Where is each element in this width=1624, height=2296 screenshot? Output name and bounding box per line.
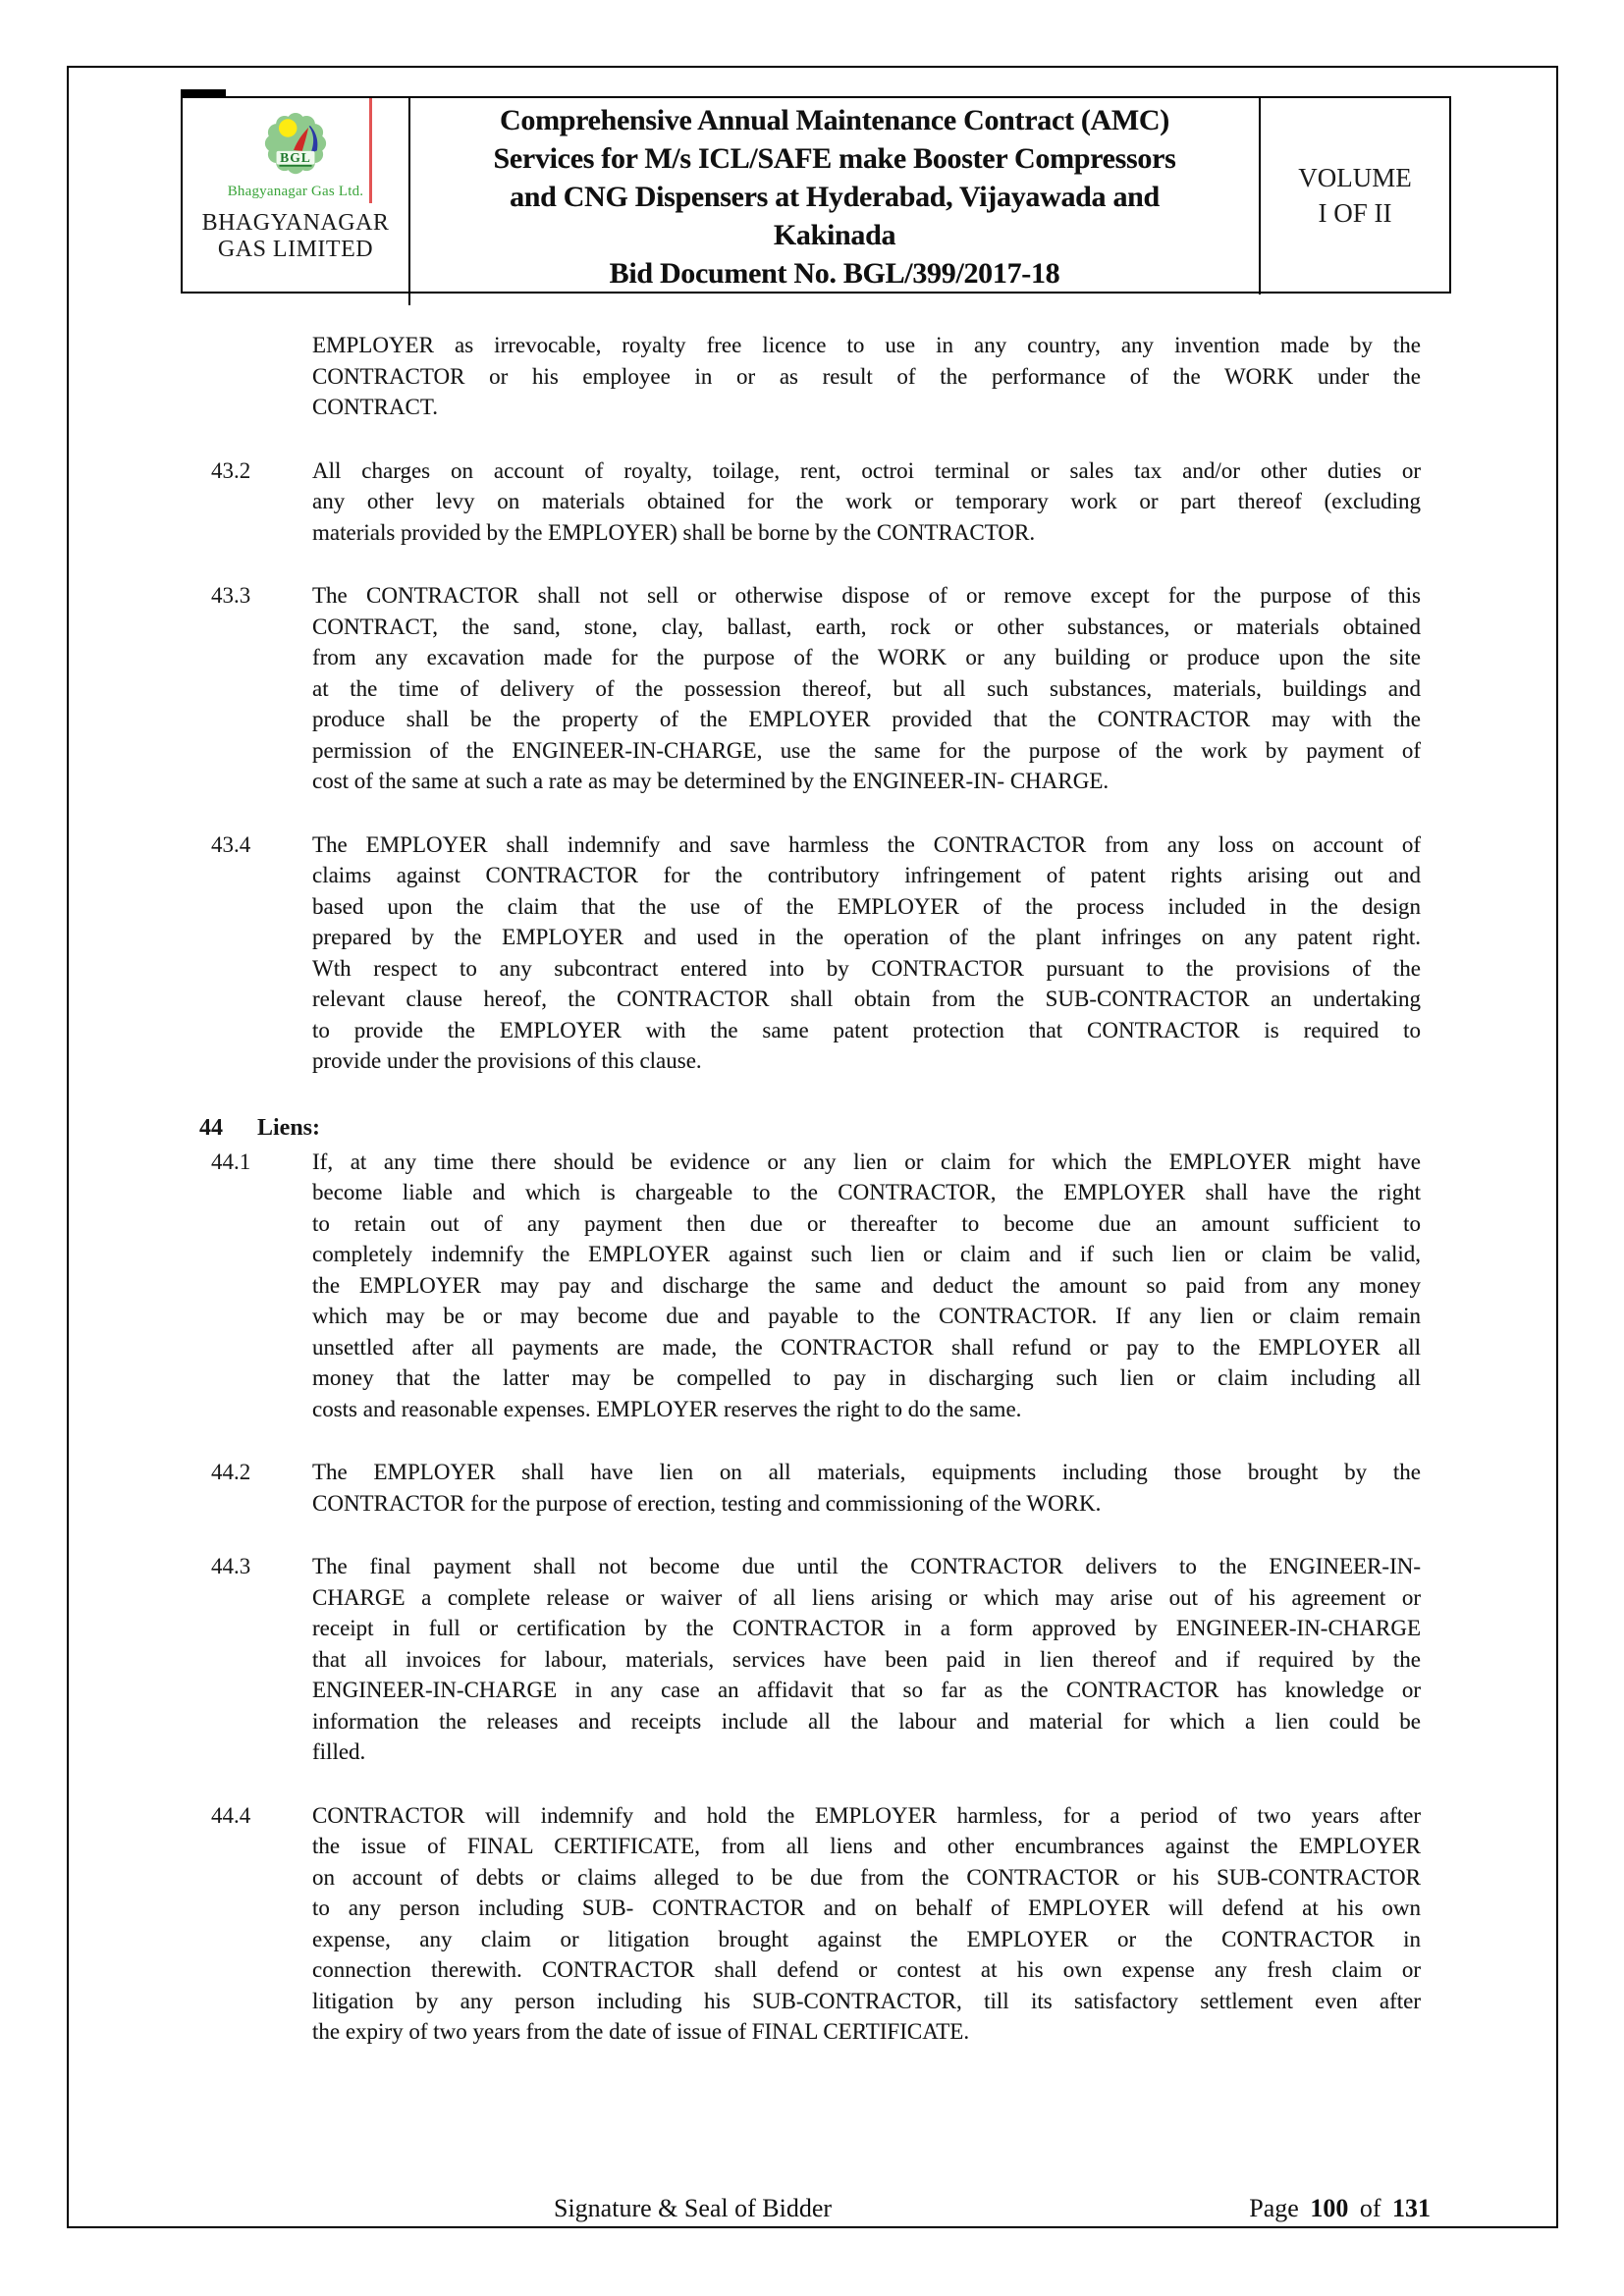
clause-44-4 (211, 1800, 1421, 2048)
clause-continuation (211, 330, 1421, 423)
logo-subtitle: Bhagyanagar Gas Ltd. (227, 184, 364, 199)
signature-seal-label: Signature & Seal of Bidder (554, 2194, 833, 2222)
clause-line: the issue of FINAL CERTIFICATE, from all liens and other encumbrances against the EMPLOYER (312, 1834, 1421, 1858)
clause-line: The final payment shall not become due until the CONTRACTOR delivers to the ENGINEER-IN- (312, 1554, 1421, 1578)
bgl-logo-icon (254, 112, 337, 181)
clause-line: ENGINEER-IN-CHARGE in any case an affidavit that so far as the CONTRACTOR has knowledge or (312, 1678, 1421, 1702)
clause-line: from any excavation made for the purpose of the WORK or any building or produce upon the site (312, 645, 1421, 669)
clause-line: connection therewith. CONTRACTOR shall defend or contest at his own expense any fresh claim or (312, 1957, 1421, 1982)
clause-line: to any person including SUB- CONTRACTOR and on behalf of EMPLOYER will defend at his own (312, 1896, 1421, 1920)
clause-43-4 (211, 829, 1421, 1077)
clause-line: that all invoices for labour, materials, services have been paid in lien thereof and if required by the (312, 1646, 1421, 1672)
clause-44-2 (211, 1457, 1421, 1519)
clause-line: any other levy on materials obtained for the work or temporary work or part thereof (excluding (312, 489, 1421, 513)
page-indicator (1249, 2192, 1431, 2224)
clause-text (312, 330, 1421, 423)
clause-line: CONTRACT. (312, 395, 438, 419)
clause-line: permission of the ENGINEER-IN-CHARGE, use the same for the purpose of the work by payment of (312, 737, 1421, 763)
clause-number (211, 330, 312, 423)
section-heading-44 (199, 1112, 1421, 1144)
page-word: Page (1249, 2194, 1299, 2222)
clause-line: CONTRACT, the sand, stone, clay, ballast, earth, rock or other substances, or materials obtained (312, 614, 1421, 639)
scan-redline-artifact (369, 98, 372, 203)
clause-line: The EMPLOYER shall indemnify and save harmless the CONTRACTOR from any loss on account of (312, 831, 1421, 857)
clause-line: completely indemnify the EMPLOYER against such lien or claim and if such lien or claim be valid, (312, 1242, 1421, 1266)
clause-line: at the time of delivery of the possession thereof, but all such substances, materials, buildings and (312, 675, 1421, 701)
clause-line: money that the latter may be compelled to pay in discharging such lien or claim including all (312, 1365, 1421, 1390)
doc-title-line: Kakinada (773, 219, 896, 251)
clause-text (312, 1147, 1421, 1425)
doc-title-line: and CNG Dispensers at Hyderabad, Vijayawada and (510, 181, 1160, 213)
page-number: 100 (1310, 2194, 1349, 2222)
clause-line: If, at any time there should be evidence or any lien or claim for which the EMPLOYER might have (312, 1148, 1421, 1174)
clause-line: litigation by any person including his SUB-CONTRACTOR, till its satisfactory settlement even after (312, 1988, 1421, 2013)
clause-line: Wth respect to any subcontract entered into by CONTRACTOR pursuant to the provisions of the (312, 955, 1421, 981)
clause-43-3 (211, 580, 1421, 797)
clause-line: produce shall be the property of the EMPLOYER provided that the CONTRACTOR may with the (312, 707, 1421, 731)
clause-number: 44.1 (211, 1148, 251, 1174)
clause-number: 44.4 (211, 1802, 251, 1828)
clause-line: unsettled after all payments are made, the CONTRACTOR shall refund or pay to the EMPLOYER all (312, 1334, 1421, 1360)
page-frame (67, 66, 1558, 2228)
clause-line: relevant clause hereof, the CONTRACTOR shall obtain from the SUB-CONTRACTOR an undertaking (312, 987, 1421, 1011)
clause-line: All charges on account of royalty, toilage, rent, octroi terminal or sales tax and/or other duties or (312, 457, 1421, 483)
document-body (199, 330, 1421, 2048)
clause-line: costs and reasonable expenses. EMPLOYER reserves the right to do the same. (312, 1396, 1022, 1421)
clause-44-3 (211, 1551, 1421, 1768)
clause-line: filled. (312, 1739, 366, 1764)
clause-43-2 (211, 455, 1421, 549)
clause-number: 43.2 (211, 457, 251, 483)
clause-line: which may be or may become due and payable to the CONTRACTOR. If any lien or claim remain (312, 1304, 1421, 1328)
clause-line: The EMPLOYER shall have lien on all materials, equipments including those brought by the (312, 1460, 1421, 1484)
clause-number: 43.3 (211, 583, 251, 608)
clause-text (312, 1457, 1421, 1519)
clause-line: the expiry of two years from the date of issue of FINAL CERTIFICATE. (312, 2019, 970, 2044)
company-name-line2: GAS LIMITED (217, 237, 374, 262)
clause-line: the EMPLOYER may pay and discharge the same and deduct the amount so paid from any money (312, 1272, 1421, 1298)
header-logo-cell (183, 98, 410, 305)
clause-line: expense, any claim or litigation brought against the EMPLOYER or the CONTRACTOR in (312, 1926, 1421, 1951)
header-title-cell (410, 98, 1261, 294)
section-label: Liens: (257, 1114, 321, 1141)
clause-line: The CONTRACTOR shall not sell or otherwise dispose of or remove except for the purpose of this (312, 583, 1421, 608)
clause-line: receipt in full or certification by the CONTRACTOR in a form approved by ENGINEER-IN-CHARGE (312, 1616, 1421, 1640)
volume-label: VOLUME (1298, 162, 1412, 192)
clause-line: EMPLOYER as irrevocable, royalty free licence to use in any country, any invention made by the (312, 333, 1421, 357)
of-word: of (1359, 2194, 1381, 2222)
clause-line: CHARGE a complete release or waiver of all liens arising or which may arise out of his agreement or (312, 1584, 1421, 1610)
company-name (202, 210, 390, 263)
clause-number: 43.4 (211, 831, 251, 857)
clause-line: to retain out of any payment then due or thereafter to become due an amount sufficient to (312, 1210, 1421, 1236)
company-name-line1: BHAGYANAGAR (201, 210, 390, 236)
page-total: 131 (1392, 2194, 1431, 2222)
clause-line: CONTRACTOR will indemnify and hold the EMPLOYER harmless, for a period of two years after (312, 1802, 1421, 1828)
clause-number: 44.3 (211, 1554, 251, 1578)
clause-line: materials provided by the EMPLOYER) shall be borne by the CONTRACTOR. (312, 519, 1036, 545)
doc-title-line: Comprehensive Annual Maintenance Contract (AMC) (500, 104, 1169, 136)
clause-line: CONTRACTOR or his employee in or as result of the performance of the WORK under the (312, 363, 1421, 389)
logo-acronym: BGL (280, 150, 311, 166)
section-number: 44 (199, 1114, 223, 1141)
clause-line: CONTRACTOR for the purpose of erection, testing and commissioning of the WORK. (312, 1490, 1102, 1516)
header-volume-cell (1261, 98, 1449, 292)
bid-document-number: Bid Document No. BGL/399/2017-18 (609, 257, 1060, 290)
clause-line: to provide the EMPLOYER with the same patent protection that CONTRACTOR is required to (312, 1017, 1421, 1042)
clause-line: on account of debts or claims alleged to be due from the CONTRACTOR or his SUB-CONTRACTOR (312, 1864, 1421, 1890)
clause-text (312, 455, 1421, 549)
logo-sun-icon (279, 119, 297, 136)
clause-text (312, 1800, 1421, 2048)
doc-title-line: Services for M/s ICL/SAFE make Booster Compressors (493, 142, 1176, 175)
clause-line: cost of the same at such a rate as may be determined by the ENGINEER-IN- CHARGE. (312, 769, 1110, 793)
clause-44-1 (211, 1147, 1421, 1425)
clause-line: claims against CONTRACTOR for the contributory infringement of patent rights arising out and (312, 863, 1421, 887)
clause-line: provide under the provisions of this clause. (312, 1048, 702, 1073)
volume-value: I OF II (1318, 197, 1392, 228)
clause-line: become liable and which is chargeable to the CONTRACTOR, the EMPLOYER shall have the right (312, 1180, 1421, 1204)
clause-text (312, 829, 1421, 1077)
clause-line: based upon the claim that the use of the EMPLOYER of the process included in the design (312, 893, 1421, 919)
clause-line: prepared by the EMPLOYER and used in the operation of the plant infringes on any patent right. (312, 925, 1421, 949)
clause-line: information the releases and receipts include all the labour and material for which a lien could be (312, 1708, 1421, 1734)
clause-text (312, 580, 1421, 797)
clause-text (312, 1551, 1421, 1768)
clause-number: 44.2 (211, 1460, 251, 1484)
